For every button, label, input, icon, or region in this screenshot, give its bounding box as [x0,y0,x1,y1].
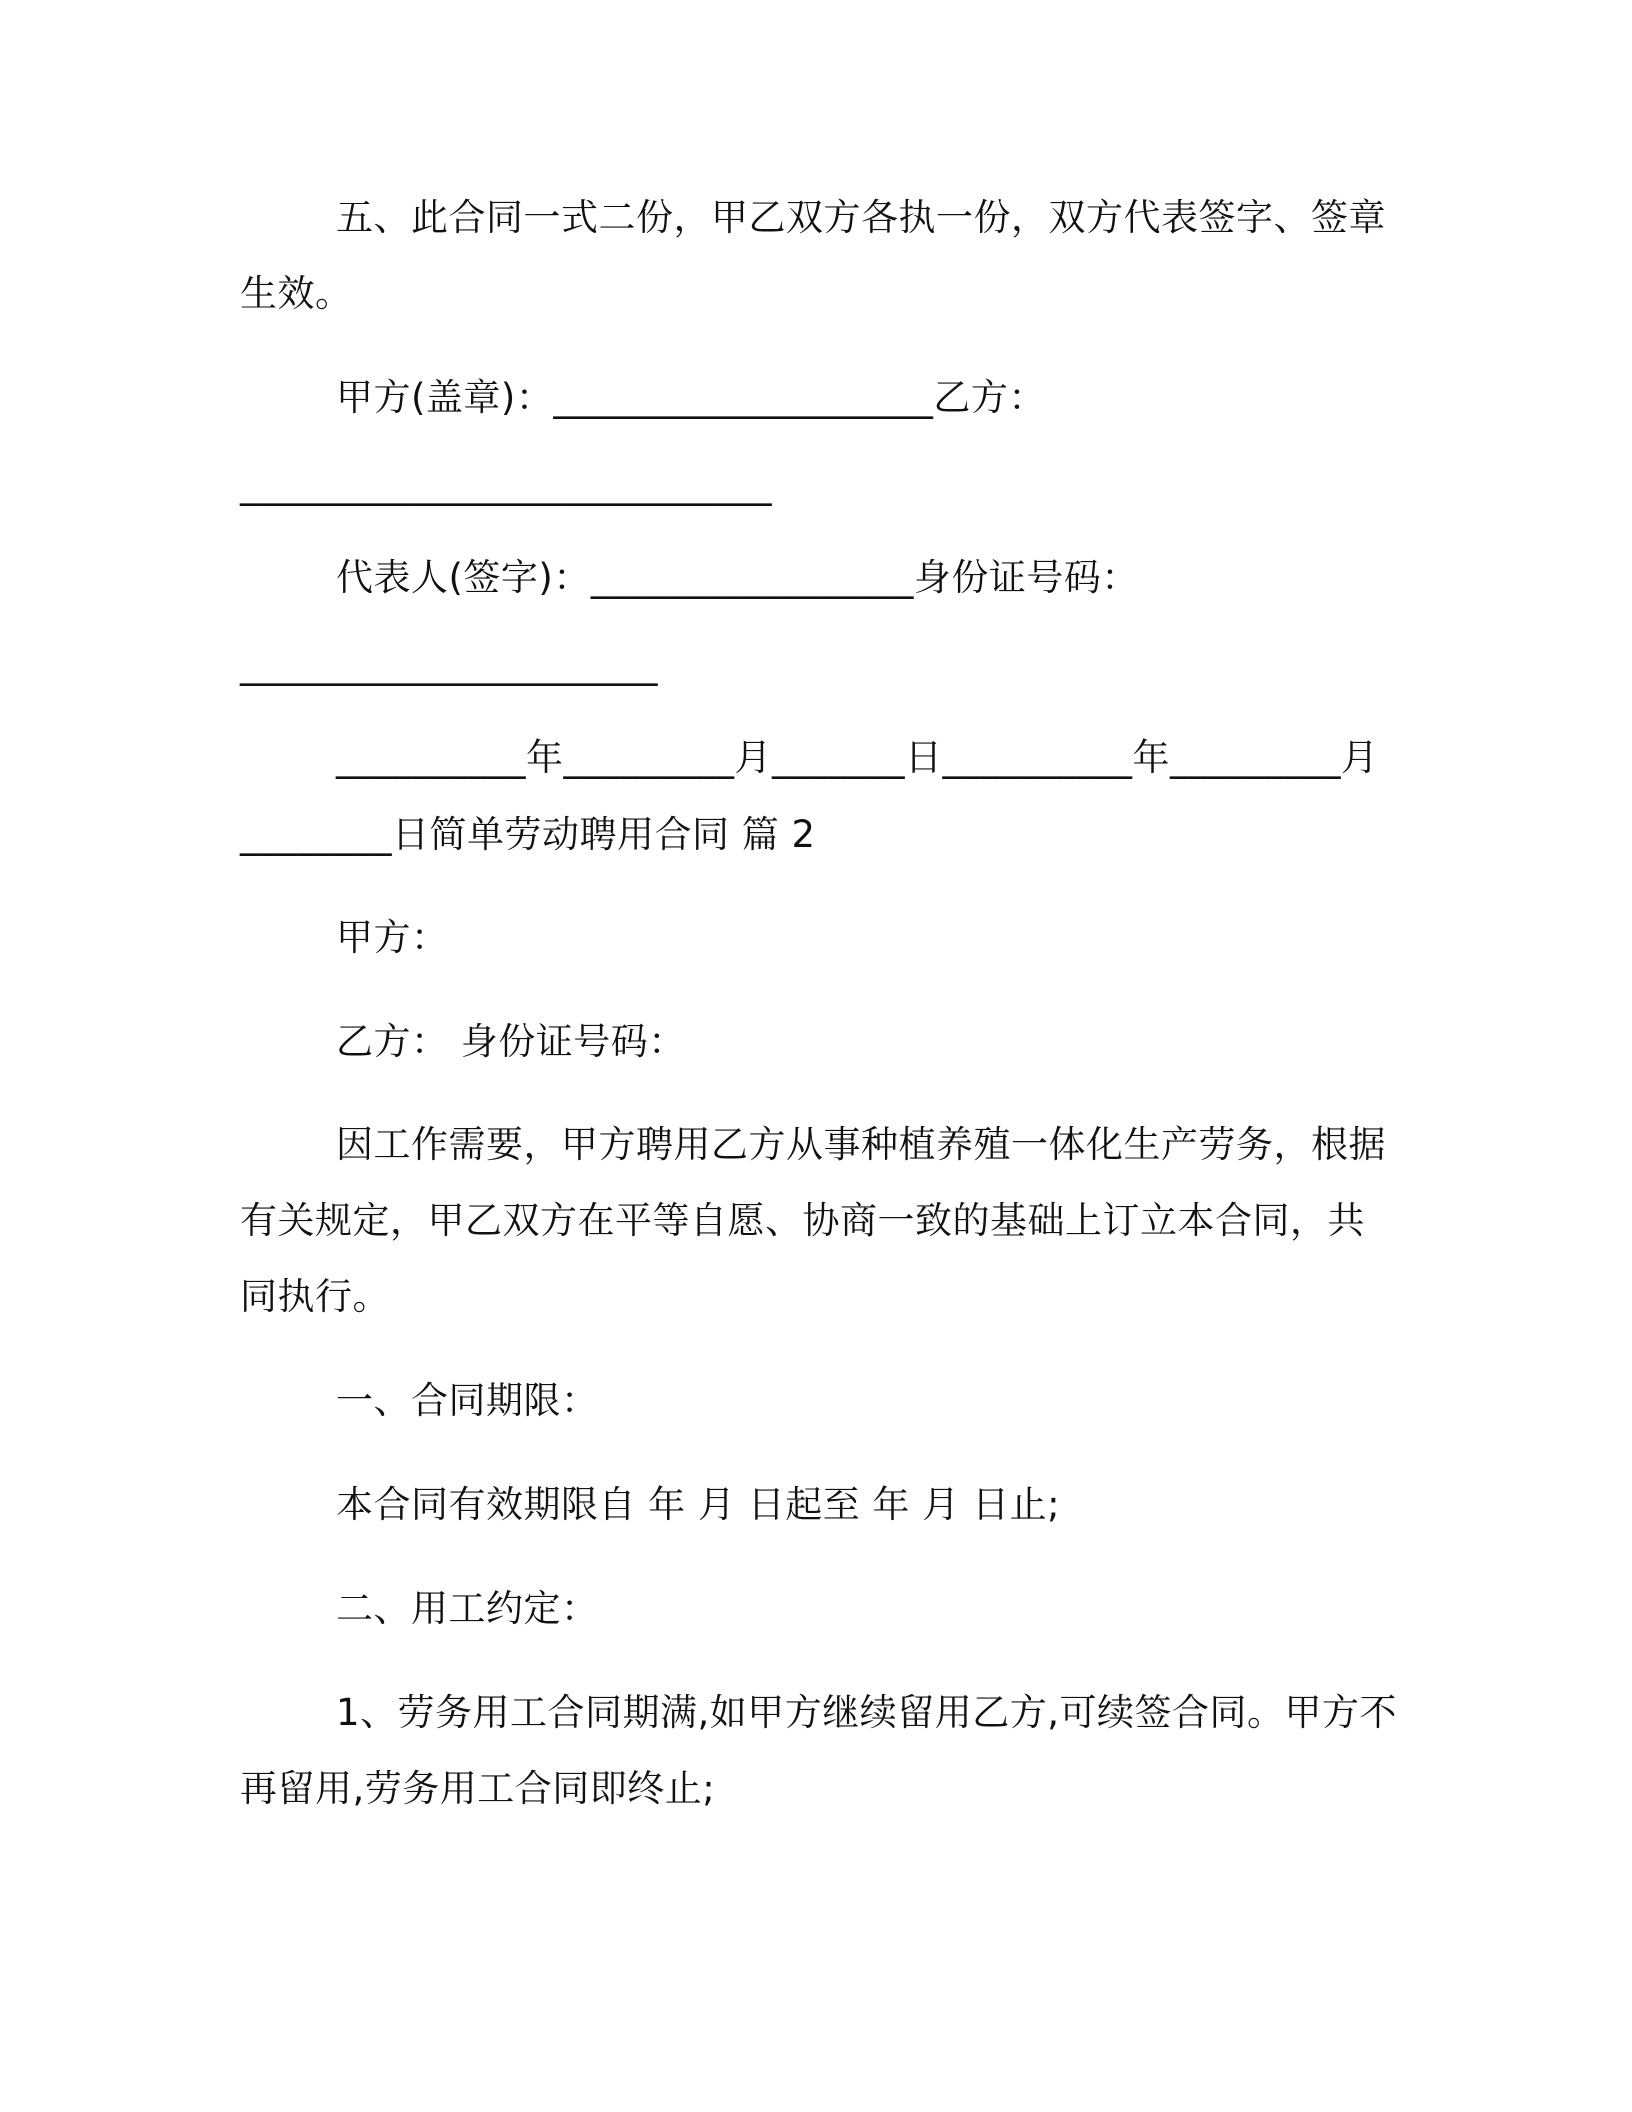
intro-paragraph-line-3: 同执行。 [240,1275,390,1318]
section-one-heading: 一、合同期限： [336,1379,599,1422]
clause-five-line-1: 五、此合同一式二份，甲乙双方各执一份，双方代表签字、签章 [336,196,1386,239]
party-a-label: 甲方： [336,916,449,959]
clause-five-line-2: 生效。 [240,272,353,315]
representative-line: 代表人(签字)：_________________身份证号码： [336,556,1139,599]
party-b-blank-line: ____________________________ [240,463,772,506]
item-one-line-2: 再留用,劳务用工合同即终止; [240,1767,716,1810]
date-line-1: __________年_________月_______日__________年_________月 [336,736,1379,779]
document-page [240,0,1398,2112]
item-one-line-1: 1、劳务用工合同期满,如甲方继续留用乙方,可续签合同。甲方不 [336,1691,1398,1734]
id-number-blank-line: ______________________ [240,643,658,686]
contract-term-line: 本合同有效期限自 年 月 日起至 年 月 日止; [336,1483,1061,1526]
party-a-seal-line: 甲方(盖章)：____________________乙方： [336,376,1046,419]
date-line-2-heading: ________日简单劳动聘用合同 篇 2 [240,813,816,856]
intro-paragraph-line-2: 有关规定，甲乙双方在平等自愿、协商一致的基础上订立本合同，共 [240,1199,1365,1242]
party-b-id-label: 乙方： 身份证号码： [336,1020,686,1063]
section-two-heading: 二、用工约定： [336,1587,599,1630]
intro-paragraph-line-1: 因工作需要，甲方聘用乙方从事种植养殖一体化生产劳务，根据 [336,1123,1386,1166]
